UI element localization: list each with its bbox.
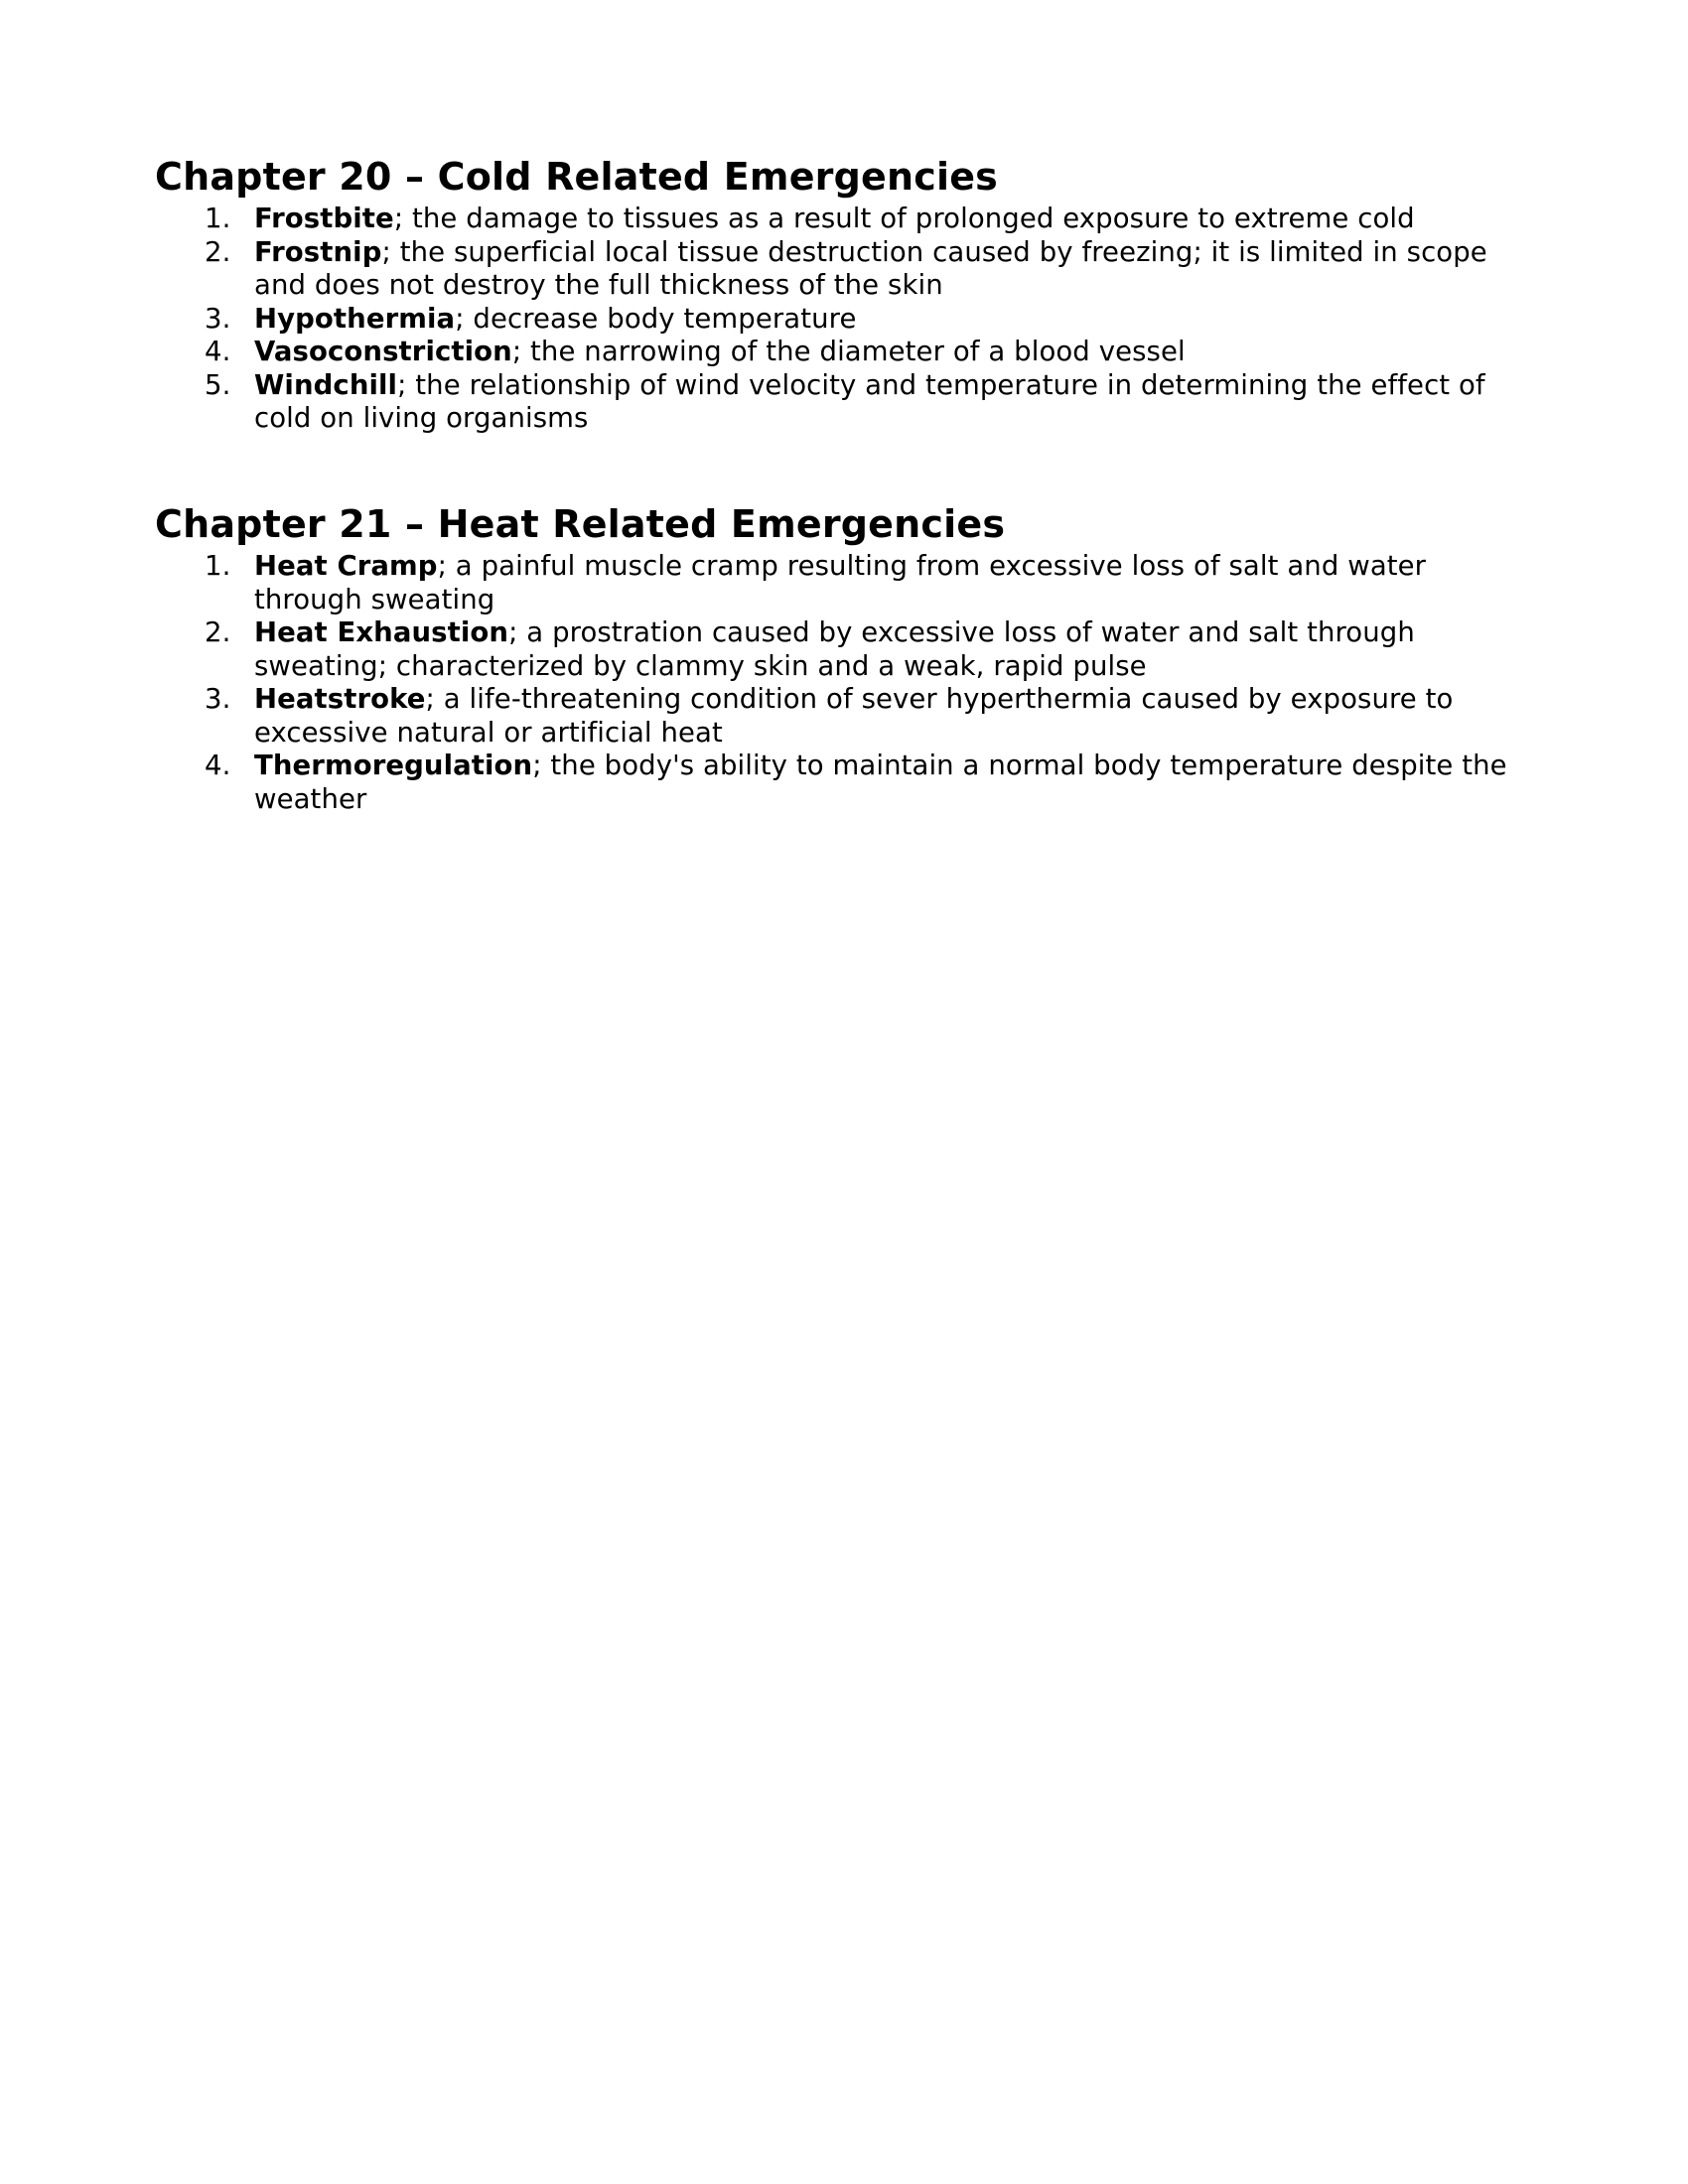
list-item [155,369,1535,436]
chapter-20-section [155,151,1535,436]
item-number: 1. [205,203,231,234]
list-item [155,236,1535,303]
term-definition: ; a life-threatening condition of sever hyperthermia caused by exposure to excessive natural or artificial heat [254,683,1454,749]
item-number: 2. [205,235,231,268]
term-name: Windchill [254,368,398,401]
chapter-heading: Chapter 21 – Heat Related Emergencies [155,502,1006,546]
list-item [155,336,1535,369]
list-item [155,203,1535,236]
item-number: 5. [205,368,231,401]
term-list [155,550,1535,816]
term-definition: ; the superficial local tissue destruction caused by freezing; it is limited in scope and does not destroy the full thickness of the skin [254,235,1487,301]
term-definition: ; a prostration caused by excessive loss of water and salt through sweating; characterized by clammy skin and a weak, rapid pulse [254,616,1415,682]
term-definition: ; the narrowing of the diameter of a blood vessel [511,336,1186,367]
term-definition: ; a painful muscle cramp resulting from excessive loss of salt and water through sweating [254,550,1427,615]
term-name: Frostnip [254,235,382,268]
item-number: 1. [205,550,231,582]
term-list [155,203,1535,436]
term-name: Heat Exhaustion [254,616,509,648]
term-definition: ; the body's ability to maintain a normal body temperature despite the weather [254,750,1507,815]
term-definition: ; the relationship of wind velocity and temperature in determining the effect of cold on living organisms [254,368,1485,434]
term-name: Hypothermia [254,302,456,335]
term-name: Heat Cramp [254,550,438,582]
item-number: 3. [205,302,231,335]
list-item [155,550,1535,616]
item-number: 4. [205,336,231,367]
item-number: 3. [205,683,231,715]
term-name: Vasoconstriction [254,336,512,367]
chapter-21-section [155,498,1535,816]
term-name: Thermoregulation [254,750,533,781]
term-name: Heatstroke [254,683,426,715]
list-item [155,616,1535,683]
list-item [155,683,1535,750]
term-definition: ; the damage to tissues as a result of prolonged exposure to extreme cold [393,203,1415,234]
list-item [155,303,1535,337]
chapter-heading: Chapter 20 – Cold Related Emergencies [155,155,998,199]
term-name: Frostbite [254,203,394,234]
item-number: 2. [205,616,231,648]
item-number: 4. [205,750,231,781]
term-definition: ; decrease body temperature [455,302,857,335]
list-item [155,750,1535,816]
